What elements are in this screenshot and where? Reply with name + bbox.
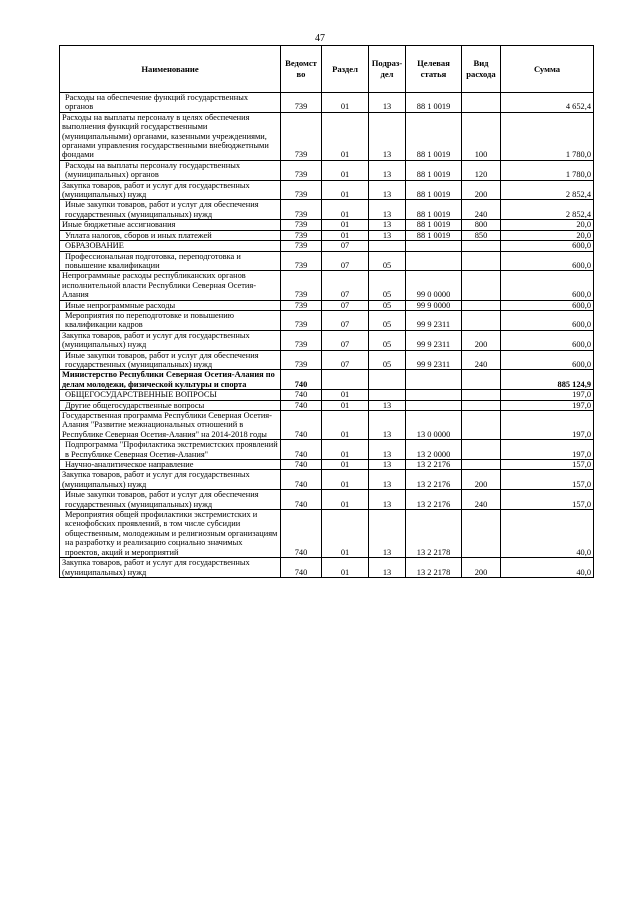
row-sum: 600,0 [501,241,594,251]
row-name: Расходы на обеспечение функций государственных органов [60,93,281,113]
row-name: Непрограммные расходы республиканских органов исполнительной власти Республики Северная Осетия-Алания [60,271,281,300]
row-sum: 197,0 [501,400,594,410]
row-dept: 739 [281,271,322,300]
row-section: 01 [322,400,369,410]
row-sum: 40,0 [501,510,594,558]
table-row [60,330,594,350]
header-name: Наименование [60,46,281,93]
row-subsection: 05 [369,350,406,370]
row-target: 88 1 0019 [406,180,462,200]
table-row [60,220,594,230]
row-subsection: 13 [369,180,406,200]
row-sum: 600,0 [501,300,594,310]
table-row [60,300,594,310]
row-name: Государственная программа Республики Северная Осетия-Алания "Развитие межнациональных отношений в Республике Северная Осетия-Алания" на 2014-2018 годы [60,411,281,440]
page-number: 47 [315,33,325,44]
table-row [60,310,594,330]
row-sum: 1 780,0 [501,112,594,160]
table-row [60,350,594,370]
table-row [60,241,594,251]
table-row [60,200,594,220]
row-name: Иные закупки товаров, работ и услуг для обеспечения государственных (муниципальных) нужд [60,490,281,510]
row-exp-type: 800 [462,220,501,230]
row-dept: 740 [281,460,322,470]
row-section: 01 [322,558,369,578]
row-section: 01 [322,220,369,230]
row-section: 01 [322,390,369,400]
row-name: Профессиональная подготовка, переподготовка и повышение квалификации [60,251,281,271]
row-name: Расходы на выплаты персоналу в целях обеспечения выполнения функций государственными (муниципальными) органами, казенными учреждениями, органами управления государственными внебюджетными фондами [60,112,281,160]
row-subsection: 05 [369,330,406,350]
row-name: Иные закупки товаров, работ и услуг для обеспечения государственных (муниципальных) нужд [60,350,281,370]
row-exp-type [462,251,501,271]
row-dept: 739 [281,93,322,113]
row-subsection: 13 [369,470,406,490]
row-section: 01 [322,112,369,160]
row-name: ОБРАЗОВАНИЕ [60,241,281,251]
row-sum: 1 780,0 [501,160,594,180]
row-subsection: 13 [369,460,406,470]
table-row [60,251,594,271]
row-sum: 40,0 [501,558,594,578]
header-subsection: Подраз- дел [369,46,406,93]
row-name: Подпрограмма "Профилактика экстремистских проявлений в Республике Северная Осетия-Алания" [60,440,281,460]
row-subsection: 05 [369,310,406,330]
row-exp-type [462,390,501,400]
row-target [406,390,462,400]
table-row [60,112,594,160]
row-dept: 740 [281,510,322,558]
row-section: 01 [322,460,369,470]
row-target: 88 1 0019 [406,200,462,220]
table-row [60,510,594,558]
row-sum: 20,0 [501,230,594,240]
header-section: Раздел [322,46,369,93]
row-dept: 740 [281,558,322,578]
table-row [60,370,594,390]
row-sum: 4 652,4 [501,93,594,113]
row-dept: 739 [281,241,322,251]
row-name: Закупка товаров, работ и услуг для государственных (муниципальных) нужд [60,558,281,578]
row-section: 01 [322,230,369,240]
row-subsection [369,241,406,251]
table-row [60,180,594,200]
row-sum: 157,0 [501,470,594,490]
row-name: Другие общегосударственные вопросы [60,400,281,410]
row-dept: 740 [281,370,322,390]
row-dept: 739 [281,160,322,180]
table-row [60,470,594,490]
row-name: Закупка товаров, работ и услуг для государственных (муниципальных) нужд [60,470,281,490]
row-exp-type: 200 [462,180,501,200]
row-dept: 739 [281,180,322,200]
row-section: 01 [322,440,369,460]
row-subsection: 13 [369,440,406,460]
row-name: Уплата налогов, сборов и иных платежей [60,230,281,240]
row-name: Мероприятия общей профилактики экстремистских и ксенофобских проявлений, в том числе субсидии общественным, молодежным и религиозным организациям на разработку и реализацию социально значимых проектов, акций и мероприятий [60,510,281,558]
row-subsection: 13 [369,490,406,510]
row-section: 07 [322,310,369,330]
row-exp-type: 120 [462,160,501,180]
row-section: 07 [322,330,369,350]
row-sum: 2 852,4 [501,180,594,200]
table-row [60,400,594,410]
row-dept: 740 [281,490,322,510]
row-dept: 739 [281,220,322,230]
header-dept: Ведомст во [281,46,322,93]
row-target: 99 9 0000 [406,300,462,310]
row-exp-type: 200 [462,470,501,490]
row-sum: 20,0 [501,220,594,230]
row-target: 99 0 0000 [406,271,462,300]
row-exp-type [462,300,501,310]
row-target: 99 9 2311 [406,330,462,350]
row-target: 88 1 0019 [406,93,462,113]
row-name: Закупка товаров, работ и услуг для государственных (муниципальных) нужд [60,330,281,350]
table-row [60,390,594,400]
row-subsection: 13 [369,93,406,113]
row-target: 99 9 2311 [406,310,462,330]
row-exp-type: 200 [462,330,501,350]
table-row [60,93,594,113]
table-row [60,160,594,180]
row-dept: 739 [281,112,322,160]
row-target [406,370,462,390]
row-target: 13 2 2176 [406,490,462,510]
row-dept: 739 [281,230,322,240]
row-target: 88 1 0019 [406,230,462,240]
row-sum: 197,0 [501,390,594,400]
row-target: 13 0 0000 [406,411,462,440]
row-name: Министерство Республики Северная Осетия-Алания по делам молодежи, физической культуры и спорта [60,370,281,390]
row-subsection: 05 [369,300,406,310]
row-exp-type [462,411,501,440]
row-section: 07 [322,350,369,370]
row-dept: 739 [281,310,322,330]
row-target: 88 1 0019 [406,112,462,160]
row-subsection: 05 [369,251,406,271]
row-target: 88 1 0019 [406,160,462,180]
row-sum: 885 124,9 [501,370,594,390]
row-target [406,400,462,410]
row-target: 13 2 2178 [406,558,462,578]
table-row [60,440,594,460]
row-sum: 197,0 [501,440,594,460]
header-exp-type: Вид расхода [462,46,501,93]
row-dept: 739 [281,251,322,271]
row-exp-type: 200 [462,558,501,578]
row-exp-type: 850 [462,230,501,240]
row-sum: 157,0 [501,490,594,510]
table-header-row [60,46,594,93]
row-dept: 739 [281,350,322,370]
row-section: 01 [322,200,369,220]
row-subsection: 13 [369,160,406,180]
row-dept: 739 [281,200,322,220]
header-target: Целевая статья [406,46,462,93]
row-exp-type [462,510,501,558]
row-subsection: 13 [369,411,406,440]
row-subsection: 13 [369,400,406,410]
table-row [60,460,594,470]
row-name: Иные закупки товаров, работ и услуг для обеспечения государственных (муниципальных) нужд [60,200,281,220]
row-target [406,241,462,251]
row-target: 99 9 2311 [406,350,462,370]
row-section: 07 [322,251,369,271]
row-exp-type: 100 [462,112,501,160]
row-exp-type: 240 [462,490,501,510]
row-dept: 740 [281,400,322,410]
row-sum: 600,0 [501,251,594,271]
row-name: Закупка товаров, работ и услуг для государственных (муниципальных) нужд [60,180,281,200]
row-name: Иные непрограммные расходы [60,300,281,310]
row-section: 01 [322,93,369,113]
row-dept: 739 [281,300,322,310]
row-sum: 600,0 [501,271,594,300]
row-name: Расходы на выплаты персоналу государственных (муниципальных) органов [60,160,281,180]
row-sum: 600,0 [501,350,594,370]
row-section: 01 [322,470,369,490]
row-exp-type [462,370,501,390]
table-row [60,558,594,578]
row-section: 01 [322,510,369,558]
row-section: 07 [322,300,369,310]
row-section: 01 [322,160,369,180]
row-subsection: 13 [369,220,406,230]
row-section: 07 [322,241,369,251]
row-exp-type [462,271,501,300]
row-subsection: 13 [369,510,406,558]
row-section: 01 [322,411,369,440]
row-exp-type [462,310,501,330]
row-subsection: 05 [369,271,406,300]
row-name: Мероприятия по переподготовке и повышению квалификации кадров [60,310,281,330]
row-name: Научно-аналитическое направление [60,460,281,470]
row-target: 13 2 2178 [406,510,462,558]
row-dept: 740 [281,411,322,440]
row-exp-type [462,93,501,113]
row-exp-type: 240 [462,350,501,370]
table-row [60,490,594,510]
row-target: 13 2 2176 [406,460,462,470]
table-body [60,93,594,578]
row-subsection: 13 [369,558,406,578]
row-subsection [369,390,406,400]
header-sum: Сумма [501,46,594,93]
row-sum: 600,0 [501,330,594,350]
table-row [60,271,594,300]
row-section: 01 [322,490,369,510]
row-section: 07 [322,271,369,300]
row-sum: 197,0 [501,411,594,440]
row-subsection [369,370,406,390]
row-subsection: 13 [369,200,406,220]
row-exp-type [462,440,501,460]
row-target: 88 1 0019 [406,220,462,230]
table-row [60,230,594,240]
row-subsection: 13 [369,112,406,160]
table-row [60,411,594,440]
row-exp-type: 240 [462,200,501,220]
row-target [406,251,462,271]
row-section [322,370,369,390]
row-name: Иные бюджетные ассигнования [60,220,281,230]
row-dept: 740 [281,390,322,400]
row-subsection: 13 [369,230,406,240]
row-exp-type [462,400,501,410]
row-exp-type [462,460,501,470]
row-dept: 740 [281,470,322,490]
row-sum: 157,0 [501,460,594,470]
row-sum: 600,0 [501,310,594,330]
row-dept: 739 [281,330,322,350]
row-dept: 740 [281,440,322,460]
row-exp-type [462,241,501,251]
row-section: 01 [322,180,369,200]
row-target: 13 2 2176 [406,470,462,490]
row-name: ОБЩЕГОСУДАРСТВЕННЫЕ ВОПРОСЫ [60,390,281,400]
row-sum: 2 852,4 [501,200,594,220]
row-target: 13 2 0000 [406,440,462,460]
budget-table [59,45,594,578]
